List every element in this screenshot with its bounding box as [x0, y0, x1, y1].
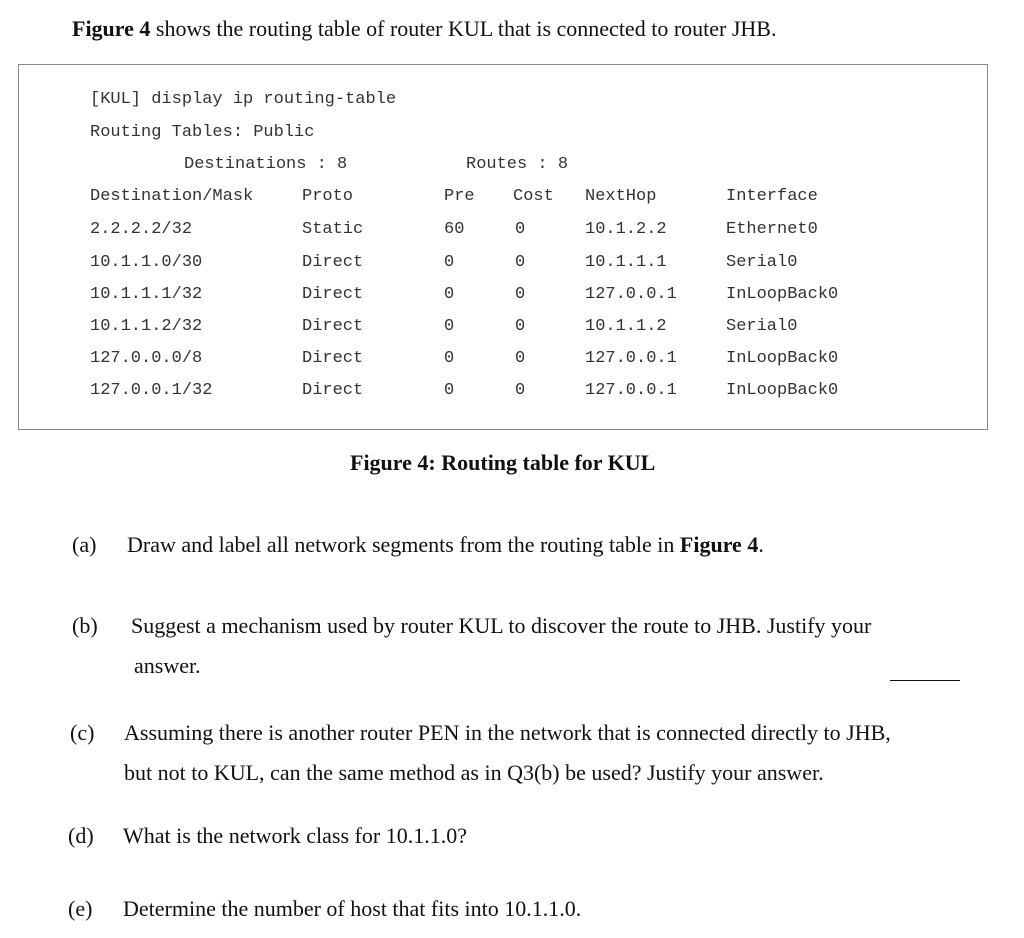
cell-interface: Ethernet0 [726, 220, 818, 239]
question-a-end: . [758, 532, 764, 557]
cell-nexthop: 127.0.0.1 [585, 285, 677, 304]
question-b-line1: Suggest a mechanism used by router KUL to discover the route to JHB. Justify your [131, 613, 872, 638]
question-a-body: Draw and label all network segments from the routing table in [127, 532, 680, 557]
cell-interface: InLoopBack0 [726, 381, 839, 400]
cell-interface: InLoopBack0 [726, 349, 839, 368]
intro-text: shows the routing table of router KUL that is connected to router JHB. [150, 16, 777, 41]
routing-tables-line: Routing Tables: Public [90, 123, 315, 142]
cell-pre: 60 [444, 220, 465, 239]
routes-count: Routes : 8 [466, 155, 569, 174]
question-c-label: (c) [70, 720, 95, 745]
cell-cost: 0 [515, 317, 526, 336]
figure-reference: Figure 4 [72, 16, 151, 41]
question-e-text: Determine the number of host that fits into 10.1.1.0. [123, 896, 582, 921]
cell-pre: 0 [444, 381, 455, 400]
cell-cost: 0 [515, 253, 526, 272]
cell-proto: Static [302, 220, 364, 239]
cell-cost: 0 [515, 349, 526, 368]
intro-paragraph [72, 16, 776, 42]
cell-nexthop: 127.0.0.1 [585, 349, 677, 368]
column-header: Proto [302, 187, 354, 206]
question-e-label: (e) [68, 896, 93, 921]
column-header: Pre [444, 187, 475, 206]
question-c-line1: Assuming there is another router PEN in the network that is connected directly to JHB, [124, 720, 891, 745]
column-header: Destination/Mask [90, 187, 254, 206]
cell-pre: 0 [444, 349, 455, 368]
cell-cost: 0 [515, 381, 526, 400]
cell-pre: 0 [444, 253, 455, 272]
cell-destination: 10.1.1.1/32 [90, 285, 203, 304]
cell-destination: 10.1.1.2/32 [90, 317, 203, 336]
figure-caption: Figure 4: Routing table for KUL [350, 450, 656, 475]
question-b-line2: answer. [134, 653, 201, 678]
question-a-text [127, 532, 764, 558]
cell-nexthop: 127.0.0.1 [585, 381, 677, 400]
destinations-count: Destinations : 8 [184, 155, 348, 174]
cell-proto: Direct [302, 381, 364, 400]
question-a-label: (a) [72, 532, 97, 557]
column-header: Cost [513, 187, 554, 206]
cell-proto: Direct [302, 349, 364, 368]
cell-interface: Serial0 [726, 253, 798, 272]
cell-destination: 127.0.0.1/32 [90, 381, 213, 400]
cell-cost: 0 [515, 285, 526, 304]
cell-pre: 0 [444, 317, 455, 336]
routing-table-box [18, 64, 988, 430]
cell-proto: Direct [302, 285, 364, 304]
cell-proto: Direct [302, 253, 364, 272]
cell-nexthop: 10.1.1.2 [585, 317, 667, 336]
question-d-label: (d) [68, 823, 94, 848]
cell-proto: Direct [302, 317, 364, 336]
cell-nexthop: 10.1.1.1 [585, 253, 667, 272]
command-line: [KUL] display ip routing-table [90, 90, 397, 109]
cell-interface: InLoopBack0 [726, 285, 839, 304]
question-d-text: What is the network class for 10.1.1.0? [123, 823, 467, 848]
question-b-label: (b) [72, 613, 98, 638]
question-a-figure-ref: Figure 4 [679, 532, 759, 557]
cell-cost: 0 [515, 220, 526, 239]
cell-destination: 2.2.2.2/32 [90, 220, 193, 239]
cell-nexthop: 10.1.2.2 [585, 220, 667, 239]
cell-destination: 127.0.0.0/8 [90, 349, 203, 368]
column-header: Interface [726, 187, 818, 206]
cell-interface: Serial0 [726, 317, 798, 336]
column-header: NextHop [585, 187, 657, 206]
cell-destination: 10.1.1.0/30 [90, 253, 203, 272]
question-c-line2: but not to KUL, can the same method as in Q3(b) be used? Justify your answer. [124, 760, 824, 785]
cell-pre: 0 [444, 285, 455, 304]
answer-rule [890, 680, 960, 681]
